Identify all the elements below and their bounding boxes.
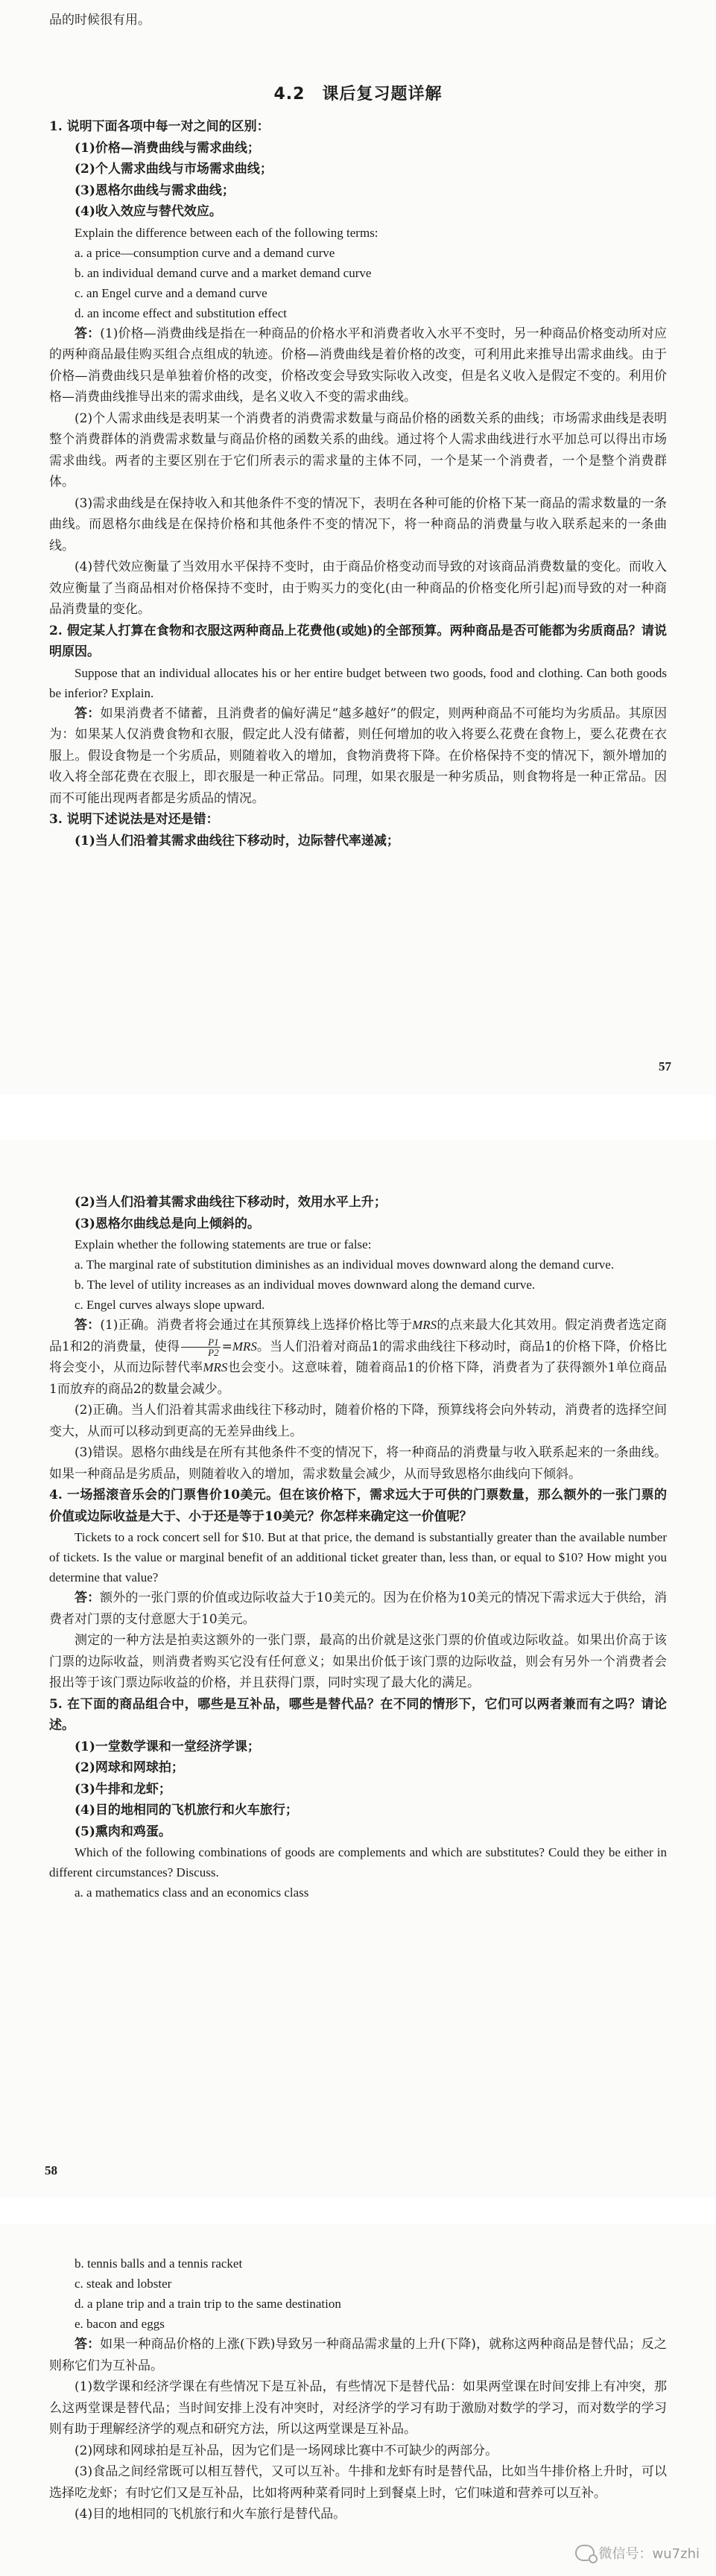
answer-text-a: (1)正确。消费者将会通过在其预算线上选择价格比等于 xyxy=(100,1318,413,1333)
question-1-item-1: (1)价格—消费曲线与需求曲线； xyxy=(75,140,260,156)
textbook-page-59 xyxy=(0,2224,716,2576)
mrs-symbol: MRS xyxy=(203,1360,228,1374)
watermark-text: 微信号：wu7zhi xyxy=(598,2546,700,2562)
question-5-english-c: c. steak and lobster xyxy=(75,2277,172,2291)
question-3-english-a: a. The marginal rate of substitution diminishes as an individual moves downward along the demand curve. xyxy=(75,1257,615,1272)
question-5-answer-1: (1)数学课和经济学课在有些情况下是互补品，有些情况下是替代品：如果两堂课在时间安排上有冲突，那么这两堂课是替代品；当时间安排上没有冲突时，对经济学的学习有助于激励对数学的学习，而对数学的学习则有助于理解经济学的观点和研究方法，所以这两堂课是互补品。 xyxy=(49,2379,667,2437)
question-1-answer-4: (4)替代效应衡量了当效用水平保持不变时，由于商品价格变动而导致的对该商品消费数量的变化。而收入效应衡量了当商品相对价格保持不变时，由于购买力的变化(由一种商品的价格变化所引起)而导致的对一种商品消费量的变化。 xyxy=(49,559,667,617)
answer-text-e: 也会变小。这意味着，随着商品1的价格下降，消费者为了获得额外1单位商品1而放弃的商品2的数量会减少。 xyxy=(49,1360,668,1397)
wechat-watermark xyxy=(575,2543,700,2563)
question-3-english-b: b. The level of utility increases as an individual moves downward along the demand curve. xyxy=(75,1278,536,1292)
answer-label: 答： xyxy=(75,1590,101,1605)
question-1-english-a: a. a price—consumption curve and a demand curve xyxy=(75,245,335,260)
question-5-answer-3: (3)食品之间经常既可以相互替代，又可以互补。牛排和龙虾有时是替代品，比如当牛排价格上升时，可以选择吃龙虾；有时它们又是互补品，比如将两种菜肴同时上到餐桌上时，它们味道和营养可以互补。 xyxy=(49,2464,667,2501)
question-3-item-2: (2)当人们沿着其需求曲线往下移动时，效用水平上升； xyxy=(75,1195,387,1210)
question-5-answer-0 xyxy=(49,2334,667,2376)
question-5-item-3: (3)牛排和龙虾； xyxy=(75,1781,171,1797)
answer-text: 额外的一张门票的价值或边际收益大于10美元的。因为在价格为10美元的情况下需求远大于供给，消费者对门票的支付意愿大于10美元。 xyxy=(49,1590,668,1627)
question-4-title: 4. 一场摇滚音乐会的门票售价10美元。但在该价格下，需求远大于可供的门票数量，那么额外的一张门票的价值或边际收益是大于、小于还是等于10美元？你怎样来确定这一价值呢？ xyxy=(49,1488,667,1524)
question-5-item-1: (1)一堂数学课和一堂经济学课； xyxy=(75,1739,260,1754)
wechat-icon xyxy=(575,2545,595,2561)
mrs-symbol: MRS xyxy=(232,1339,257,1354)
question-1-answer-3: (3)需求曲线是在保持收入和其他条件不变的情况下，表明在各种可能的价格下某一商品的需求数量的一条曲线。而恩格尔曲线是在保持价格和其他条件不变的情况下，将一种商品的消费量与收入联系起来的一条曲线。 xyxy=(49,495,667,553)
question-1-english-c: c. an Engel curve and a demand curve xyxy=(75,285,267,300)
answer-text: (1)价格—消费曲线是指在一种商品的价格水平和消费者收入水平不变时，另一种商品价格变动所对应的两种商品最佳购买组合点组成的轨迹。价格—消费曲线是着价格的改变，可利用此来推导出需求曲线。由于价格—消费曲线只是单独着价格的改变，价格改变会导致实际收入改变，但是名义收入是假定不变的。利用价格—消费曲线推导出来的需求曲线，是名义收入不变的需求曲线。 xyxy=(49,326,667,405)
question-2-answer xyxy=(49,703,667,810)
question-3-english-intro: Explain whether the following statements are true or false: xyxy=(75,1237,372,1251)
question-1-item-3: (3)恩格尔曲线与需求曲线； xyxy=(75,183,235,198)
question-5-answer-2: (2)网球和网球拍是互补品，因为它们是一场网球比赛中不可缺少的两部分。 xyxy=(75,2443,498,2458)
answer-text: 如果一种商品价格的上涨(下跌)导致另一种商品需求量的上升(下降)，就称这两种商品是替代品；反之则称它们为互补品。 xyxy=(49,2337,668,2373)
question-4-answer-1 xyxy=(49,1587,667,1630)
page-number: 57 xyxy=(659,1059,671,1073)
answer-label: 答： xyxy=(75,1318,101,1333)
question-5-english-intro: Which of the following combinations of goods are complements and which are substitutes? Could they be either in different circumstances? Discuss. xyxy=(49,1845,667,1879)
question-1-item-4: (4)收入效应与替代效应。 xyxy=(75,204,222,219)
question-1-english-d: d. an income effect and substitution effect xyxy=(75,305,287,320)
answer-text-d: 。当人们沿着对商品1的需求曲线往下移动时，商品1的价格下降，价格比将会变小，从而边际替代率 xyxy=(49,1339,667,1375)
answer-label: 答： xyxy=(75,326,101,341)
textbook-page-57 xyxy=(0,0,716,1095)
question-3-answer-3: (3)错误。恩格尔曲线是在所有其他条件不变的情况下，将一种商品的消费量与收入联系起来的一条曲线。如果一种商品是劣质品，则随着收入的增加，需求数量会减少，从而导致恩格尔曲线向下倾斜。 xyxy=(49,1445,667,1482)
question-5-english-d: d. a plane trip and a train trip to the same destination xyxy=(75,2297,341,2311)
question-3-answer-2: (2)正确。当人们沿着其需求曲线往下移动时，随着价格的下降，预算线将会向外转动，消费者的选择空间变大，从而可以移动到更高的无差异曲线上。 xyxy=(49,1403,667,1439)
section-title: 4.2 课后复习题详解 xyxy=(273,85,443,104)
question-5-item-2: (2)网球和网球拍； xyxy=(75,1760,184,1775)
question-4-english: Tickets to a rock concert sell for $10. But at that price, the demand is substantially greater than the available number of tickets. Is the value or marginal benefit of an additional ticket greater than, less than, or equal to $10? How might you determine that value? xyxy=(49,1530,667,1584)
question-1-answer-1 xyxy=(49,323,667,408)
answer-label: 答： xyxy=(75,705,101,721)
question-1-english-intro: Explain the difference between each of the following terms: xyxy=(75,225,378,240)
question-4-answer-2: 测定的一种方法是拍卖这额外的一张门票，最高的出价就是这张门票的价值或边际收益。如果出价高于该门票的边际收益，则消费者购买它没有任何意义；如果出价低于该门票的边际收益，则会有另外一个消费者会报出等于该门票边际收益的价格，并且获得门票，同时实现了最大化的满足。 xyxy=(49,1633,667,1690)
question-1-item-2: (2)个人需求曲线与市场需求曲线； xyxy=(75,162,273,177)
question-1-answer-2: (2)个人需求曲线是表明某一个消费者的消费需求数量与商品价格的函数关系的曲线；市场需求曲线是表明整个消费群体的消费需求数量与商品价格的函数关系的曲线。通过将个人需求曲线进行水平加总可以得出市场需求曲线。两者的主要区别在于它们所表示的需求量的主体不同，一个是某一个消费者，一个是整个消费群体。 xyxy=(49,410,667,489)
answer-text-b: 的点来最大化其效用。假定消费者选定商品1和2的消费量，使得 xyxy=(49,1318,667,1354)
question-5-english-b: b. tennis balls and a tennis racket xyxy=(75,2256,243,2271)
question-5-answer-4: (4)目的地相同的飞机旅行和火车旅行是替代品。 xyxy=(75,2507,346,2522)
question-2-title: 2. 假定某人打算在食物和衣服这两种商品上花费他(或她)的全部预算。两种商品是否可能都为劣质商品？请说明原因。 xyxy=(49,623,667,659)
question-3-answer-1 xyxy=(49,1315,667,1400)
question-5-item-5: (5)熏肉和鸡蛋。 xyxy=(75,1824,171,1839)
question-3-item-1: (1)当人们沿着其需求曲线往下移动时，边际替代率递减； xyxy=(75,833,399,848)
fraction-numerator: P1 xyxy=(181,1337,220,1348)
price-ratio-fraction xyxy=(181,1337,220,1357)
question-5-title: 5. 在下面的商品组合中，哪些是互补品，哪些是替代品？在不同的情形下，它们可以两者兼而有之吗？请论述。 xyxy=(49,1696,667,1733)
textbook-page-58 xyxy=(0,1140,716,2198)
answer-text: 如果消费者不储蓄，且消费者的偏好满足“越多越好”的假定，则两种商品不可能均为劣质品。其原因为：如果某人仅消费食物和衣服，假定此人没有储蓄，则任何增加的收入将要么花费在食物上，要么花费在衣服上。假设食物是一个劣质品，则随着收入的增加，食物消费将下降。在价格保持不变的情况下，额外增加的收入将全部花费在衣服上，即衣服是一种正常品。同理，如果衣服是一种劣质品，则食物将是一种正常品。因而不可能出现两者都是劣质品的情况。 xyxy=(49,705,668,806)
answer-label: 答： xyxy=(75,2337,101,2352)
question-3-item-3: (3)恩格尔曲线总是向上倾斜的。 xyxy=(75,1216,260,1231)
question-5-english-e: e. bacon and eggs xyxy=(75,2317,165,2331)
question-5-item-4: (4)目的地相同的飞机旅行和火车旅行； xyxy=(75,1803,298,1818)
question-5-english-a: a. a mathematics class and an economics class xyxy=(75,1885,309,1900)
question-3-english-c: c. Engel curves always slope upward. xyxy=(75,1298,265,1312)
equals-sign: = xyxy=(221,1339,232,1354)
page-number: 58 xyxy=(45,2163,57,2177)
continuation-fragment: 品的时候很有用。 xyxy=(49,13,151,28)
question-1-english-b: b. an individual demand curve and a market demand curve xyxy=(75,265,372,280)
question-1-title: 1. 说明下面各项中每一对之间的区别： xyxy=(49,119,270,134)
question-2-english: Suppose that an individual allocates his or her entire budget between two goods, food and clothing. Can both goods be inferior? Explain. xyxy=(49,665,667,700)
fraction-denominator: P2 xyxy=(208,1346,219,1358)
mrs-symbol: MRS xyxy=(412,1318,437,1332)
question-3-title: 3. 说明下述说法是对还是错： xyxy=(49,812,219,827)
